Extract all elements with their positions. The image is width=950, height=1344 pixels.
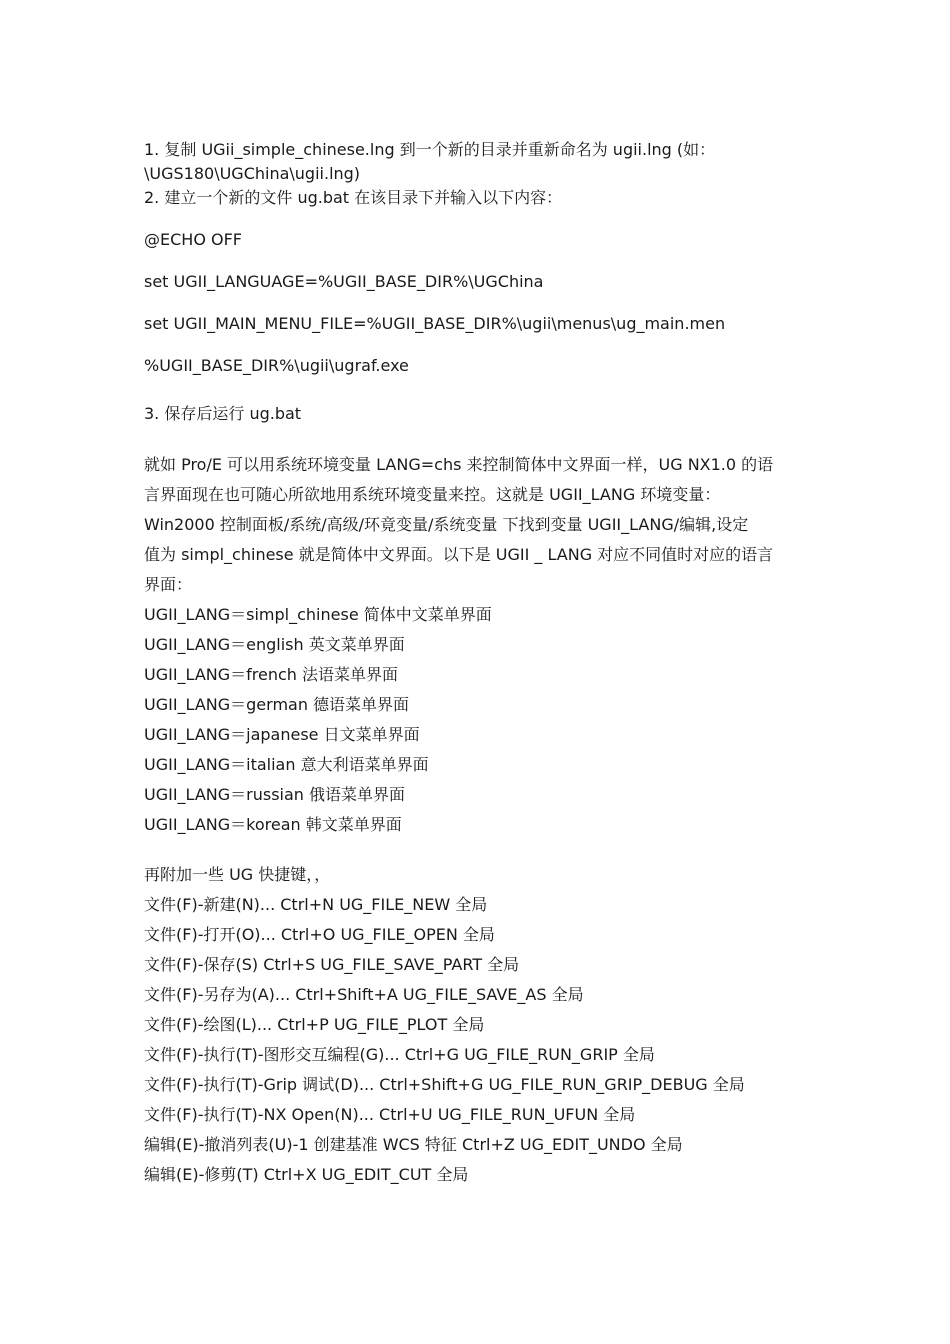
- shortcut-list: [144, 860, 824, 1190]
- env-var-paragraph: [144, 450, 824, 600]
- shortcut-item: 文件(F)-执行(T)-图形交互编程(G)... Ctrl+G UG_FILE_RUN_GRIP 全局: [144, 1045, 655, 1064]
- shortcut-item: 文件(F)-另存为(A)... Ctrl+Shift+A UG_FILE_SAVE_AS 全局: [144, 985, 584, 1004]
- step-1-line-1: 1. 复制 UGii_simple_chinese.lng 到一个新的目录并重新命名为 ugii.lng (如：: [144, 140, 716, 159]
- lang-list-item: UGII_LANG＝korean 韩文菜单界面: [144, 815, 402, 834]
- paragraph-line: 界面：: [144, 575, 193, 594]
- lang-list-item: UGII_LANG＝japanese 日文菜单界面: [144, 725, 420, 744]
- lang-list: [144, 600, 824, 840]
- step-2: 2. 建立一个新的文件 ug.bat 在该目录下并输入以下内容：: [144, 188, 563, 207]
- shortcut-item: 文件(F)-新建(N)... Ctrl+N UG_FILE_NEW 全局: [144, 895, 488, 914]
- shortcuts-intro: 再附加一些 UG 快捷键，，: [144, 865, 331, 884]
- shortcut-item: 文件(F)-打开(O)... Ctrl+O UG_FILE_OPEN 全局: [144, 925, 495, 944]
- lang-list-item: UGII_LANG＝french 法语菜单界面: [144, 665, 399, 684]
- shortcut-item: 编辑(E)-撤消列表(U)-1 创建基准 WCS 特征 Ctrl+Z UG_EDIT_UNDO 全局: [144, 1135, 683, 1154]
- lang-list-item: UGII_LANG＝russian 俄语菜单界面: [144, 785, 406, 804]
- shortcut-item: 文件(F)-保存(S) Ctrl+S UG_FILE_SAVE_PART 全局: [144, 955, 520, 974]
- shortcut-item: 编辑(E)-修剪(T) Ctrl+X UG_EDIT_CUT 全局: [144, 1165, 469, 1184]
- lang-list-item: UGII_LANG＝german 德语菜单界面: [144, 695, 410, 714]
- lang-list-item: UGII_LANG＝english 英文菜单界面: [144, 635, 405, 654]
- step-3: 3. 保存后运行 ug.bat: [144, 404, 302, 423]
- shortcut-item: 文件(F)-执行(T)-Grip 调试(D)... Ctrl+Shift+G UG_FILE_RUN_GRIP_DEBUG 全局: [144, 1075, 745, 1094]
- step-1-line-2: \UGS180\UGChina\ugii.lng): [144, 164, 361, 183]
- bat-line-run-ugraf: %UGII_BASE_DIR%\ugii\ugraf.exe: [144, 356, 409, 375]
- bat-line-echo-off: @ECHO OFF: [144, 230, 242, 249]
- bat-line-set-language: set UGII_LANGUAGE=%UGII_BASE_DIR%\UGChina: [144, 272, 544, 291]
- paragraph-line: Win2000 控制面板/系统/高级/环竟变量/系统变量 下找到变量 UGII_LANG/编辑,设定: [144, 515, 749, 534]
- paragraph-line: 就如 Pro/E 可以用系统环境变量 LANG=chs 来控制简体中文界面一样，UG NX1.0 的语: [144, 455, 774, 474]
- lang-list-item: UGII_LANG＝italian 意大利语菜单界面: [144, 755, 429, 774]
- paragraph-line: 值为 simpl_chinese 就是简体中文界面。以下是 UGII _ LANG 对应不同值时对应的语言: [144, 545, 774, 564]
- document-page: [144, 138, 824, 1190]
- bat-line-set-main-menu: set UGII_MAIN_MENU_FILE=%UGII_BASE_DIR%\ugii\menus\ug_main.men: [144, 314, 726, 333]
- shortcut-item: 文件(F)-绘图(L)... Ctrl+P UG_FILE_PLOT 全局: [144, 1015, 485, 1034]
- lang-list-item: UGII_LANG＝simpl_chinese 简体中文菜单界面: [144, 605, 492, 624]
- shortcut-item: 文件(F)-执行(T)-NX Open(N)... Ctrl+U UG_FILE_RUN_UFUN 全局: [144, 1105, 636, 1124]
- paragraph-line: 言界面现在也可随心所欲地用系统环境变量来控。这就是 UGII_LANG 环境变量：: [144, 485, 721, 504]
